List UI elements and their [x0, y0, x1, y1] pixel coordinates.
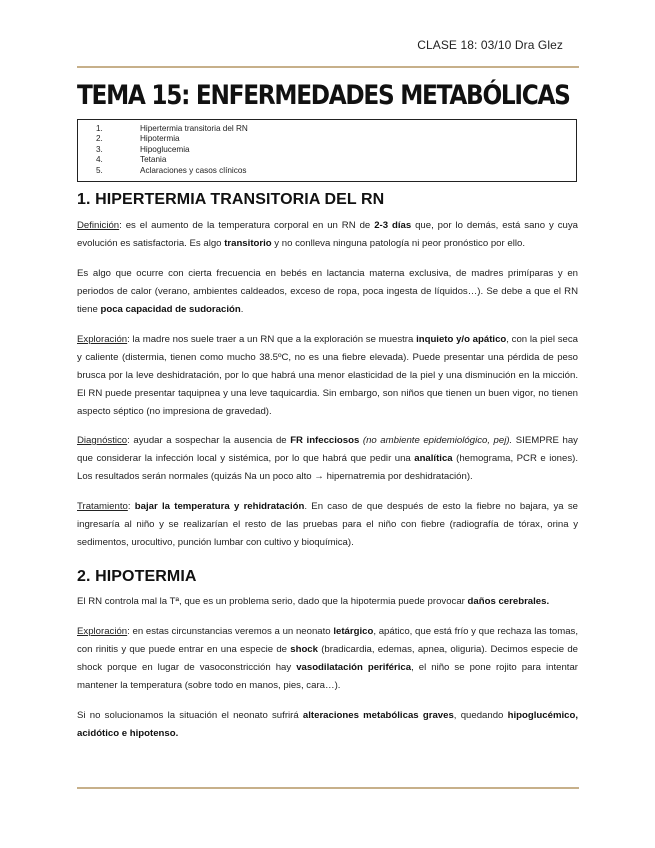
- bold-text: shock: [290, 644, 318, 655]
- bold-text: letárgico: [333, 626, 374, 637]
- paragraph-causa: [77, 265, 578, 319]
- bold-text: daños cerebrales.: [467, 596, 550, 607]
- toc-item: [78, 145, 576, 155]
- bold-text: 2-3 días: [374, 220, 412, 231]
- bold-text: hipoglucémico, acidótico e hipotenso.: [77, 710, 579, 739]
- toc-label: Aclaraciones y casos clínicos: [140, 165, 247, 175]
- text: , el niño se pone rojito para intentar mantener la temperatura (sobre todo en manos, pies, cara…).: [77, 662, 578, 691]
- text: : en estas circunstancias veremos a un neonato: [127, 626, 334, 637]
- text: El RN controla mal la Tª, que es un problema serio, dado que la hipotermia puede provocar: [77, 596, 468, 607]
- text: (hemograma, PCR e iones). Los resultados serán normales (quizás Na un poco alto → hipernatremia por deshidratación).: [77, 453, 578, 482]
- text: Es algo que ocurre con cierta frecuencia en bebés en lactancia materna exclusiva, de madres primíparas y en periodos de calor (verano, ambientes caldeados, exceso de ropa, poca ingesta de líquidos…). Se debe a que el RN tiene: [77, 268, 578, 315]
- text: : es el aumento de la temperatura corporal en un RN de: [119, 220, 375, 231]
- table-of-contents: [77, 119, 577, 182]
- toc-label: Hipoglucemia: [140, 144, 190, 154]
- bold-text: analítica: [414, 453, 453, 464]
- toc-item: [78, 155, 576, 165]
- paragraph-definicion: [77, 217, 578, 253]
- top-divider: [77, 66, 579, 68]
- paragraph-exploracion-1: [77, 331, 578, 421]
- section-heading-hipotermia: 2. HIPOTERMIA: [77, 568, 197, 585]
- text: , apático, que está frío y que rechaza las tomas, con rinitis y que puede entrar en una especie de: [77, 626, 578, 655]
- toc-number: 3.: [96, 144, 103, 154]
- paragraph-consecuencias: [77, 707, 578, 743]
- section-heading-hipertermia: 1. HIPERTERMIA TRANSITORIA DEL RN: [77, 191, 385, 208]
- bottom-divider: [77, 787, 579, 789]
- text: . En caso de que después de esto la fiebre no bajara, ya se ingresaría al niño y se realizarían el resto de las pruebas para el niño con fiebre (radiografía de tórax, orina y sedimentos, urocultivo, punción lumbar con cultivo y bioquímica).: [77, 501, 578, 548]
- text: Si no solucionamos la situación el neonato sufrirá: [77, 710, 303, 721]
- bold-text: FR infecciosos: [290, 435, 360, 446]
- paragraph-tratamiento: [77, 498, 578, 552]
- bold-text: inquieto y/o apático: [416, 334, 507, 345]
- bold-text: vasodilatación periférica: [296, 662, 412, 673]
- label-definicion: Definición: [77, 220, 120, 231]
- toc-number: 2.: [96, 134, 103, 144]
- label-exploracion: Exploración: [77, 334, 128, 345]
- bold-text: transitorio: [224, 238, 272, 249]
- toc-number: 4.: [96, 155, 103, 165]
- toc-number: 1.: [96, 124, 103, 133]
- text: , con la piel seca y caliente (distermia, tienen como mucho 38.5ºC, no es una fiebre elevada). Puede presentar una pérdida de peso brusca por la leve deshidratación, por lo que habrá una menor elasticidad de la piel y una disminución en la micción. El RN puede presentar taquipnea y una leve taquicardia. Sin embargo, son niños que tienen un buen vigor, no tienen aspecto séptico (no impresiona de gravedad).: [77, 334, 578, 417]
- bold-text: poca capacidad de sudoración: [100, 304, 241, 315]
- toc-label: Tetania: [140, 155, 167, 165]
- toc-item: [78, 124, 576, 134]
- text: : la madre nos suele traer a un RN que a la exploración se muestra: [127, 334, 417, 345]
- label-diagnostico: Diagnóstico: [77, 435, 128, 446]
- paragraph-exploracion-2: [77, 623, 578, 695]
- toc-item: [78, 134, 576, 144]
- toc-number: 5.: [96, 165, 103, 175]
- paragraph-diagnostico: [77, 432, 578, 486]
- class-info: CLASE 18: 03/10 Dra Glez: [417, 38, 563, 52]
- toc-item: [78, 166, 576, 176]
- text: que, por lo demás, está sano y cuya evolución es satisfactoria. Es algo: [77, 220, 578, 249]
- text: :: [127, 501, 135, 512]
- toc-label: Hipertermia transitoria del RN: [140, 124, 248, 133]
- bold-text: bajar la temperatura y rehidratación: [134, 501, 305, 512]
- text: (bradicardia, edemas, apnea, oliguria). Decimos especie de shock porque en lugar de vasoconstricción hay: [77, 644, 578, 673]
- label-exploracion: Exploración: [77, 626, 128, 637]
- bold-text: alteraciones metabólicas graves: [302, 710, 454, 721]
- text: y no conlleva ninguna patología ni peor pronóstico por ello.: [271, 238, 525, 249]
- text: , quedando: [453, 710, 508, 721]
- text: : ayudar a sospechar la ausencia de: [127, 435, 291, 446]
- toc-label: Hipotermia: [140, 134, 180, 144]
- label-tratamiento: Tratamiento: [77, 501, 128, 512]
- page-title: TEMA 15: ENFERMEDADES METABÓLICAS: [77, 80, 570, 111]
- italic-text: (no ambiente epidemiológico, pej).: [359, 435, 513, 446]
- paragraph-hipotermia-intro: [77, 593, 578, 611]
- text: .: [240, 304, 244, 315]
- text: SIEMPRE hay que considerar la infección local y sistémica, por lo que habrá que pedir una: [77, 435, 578, 464]
